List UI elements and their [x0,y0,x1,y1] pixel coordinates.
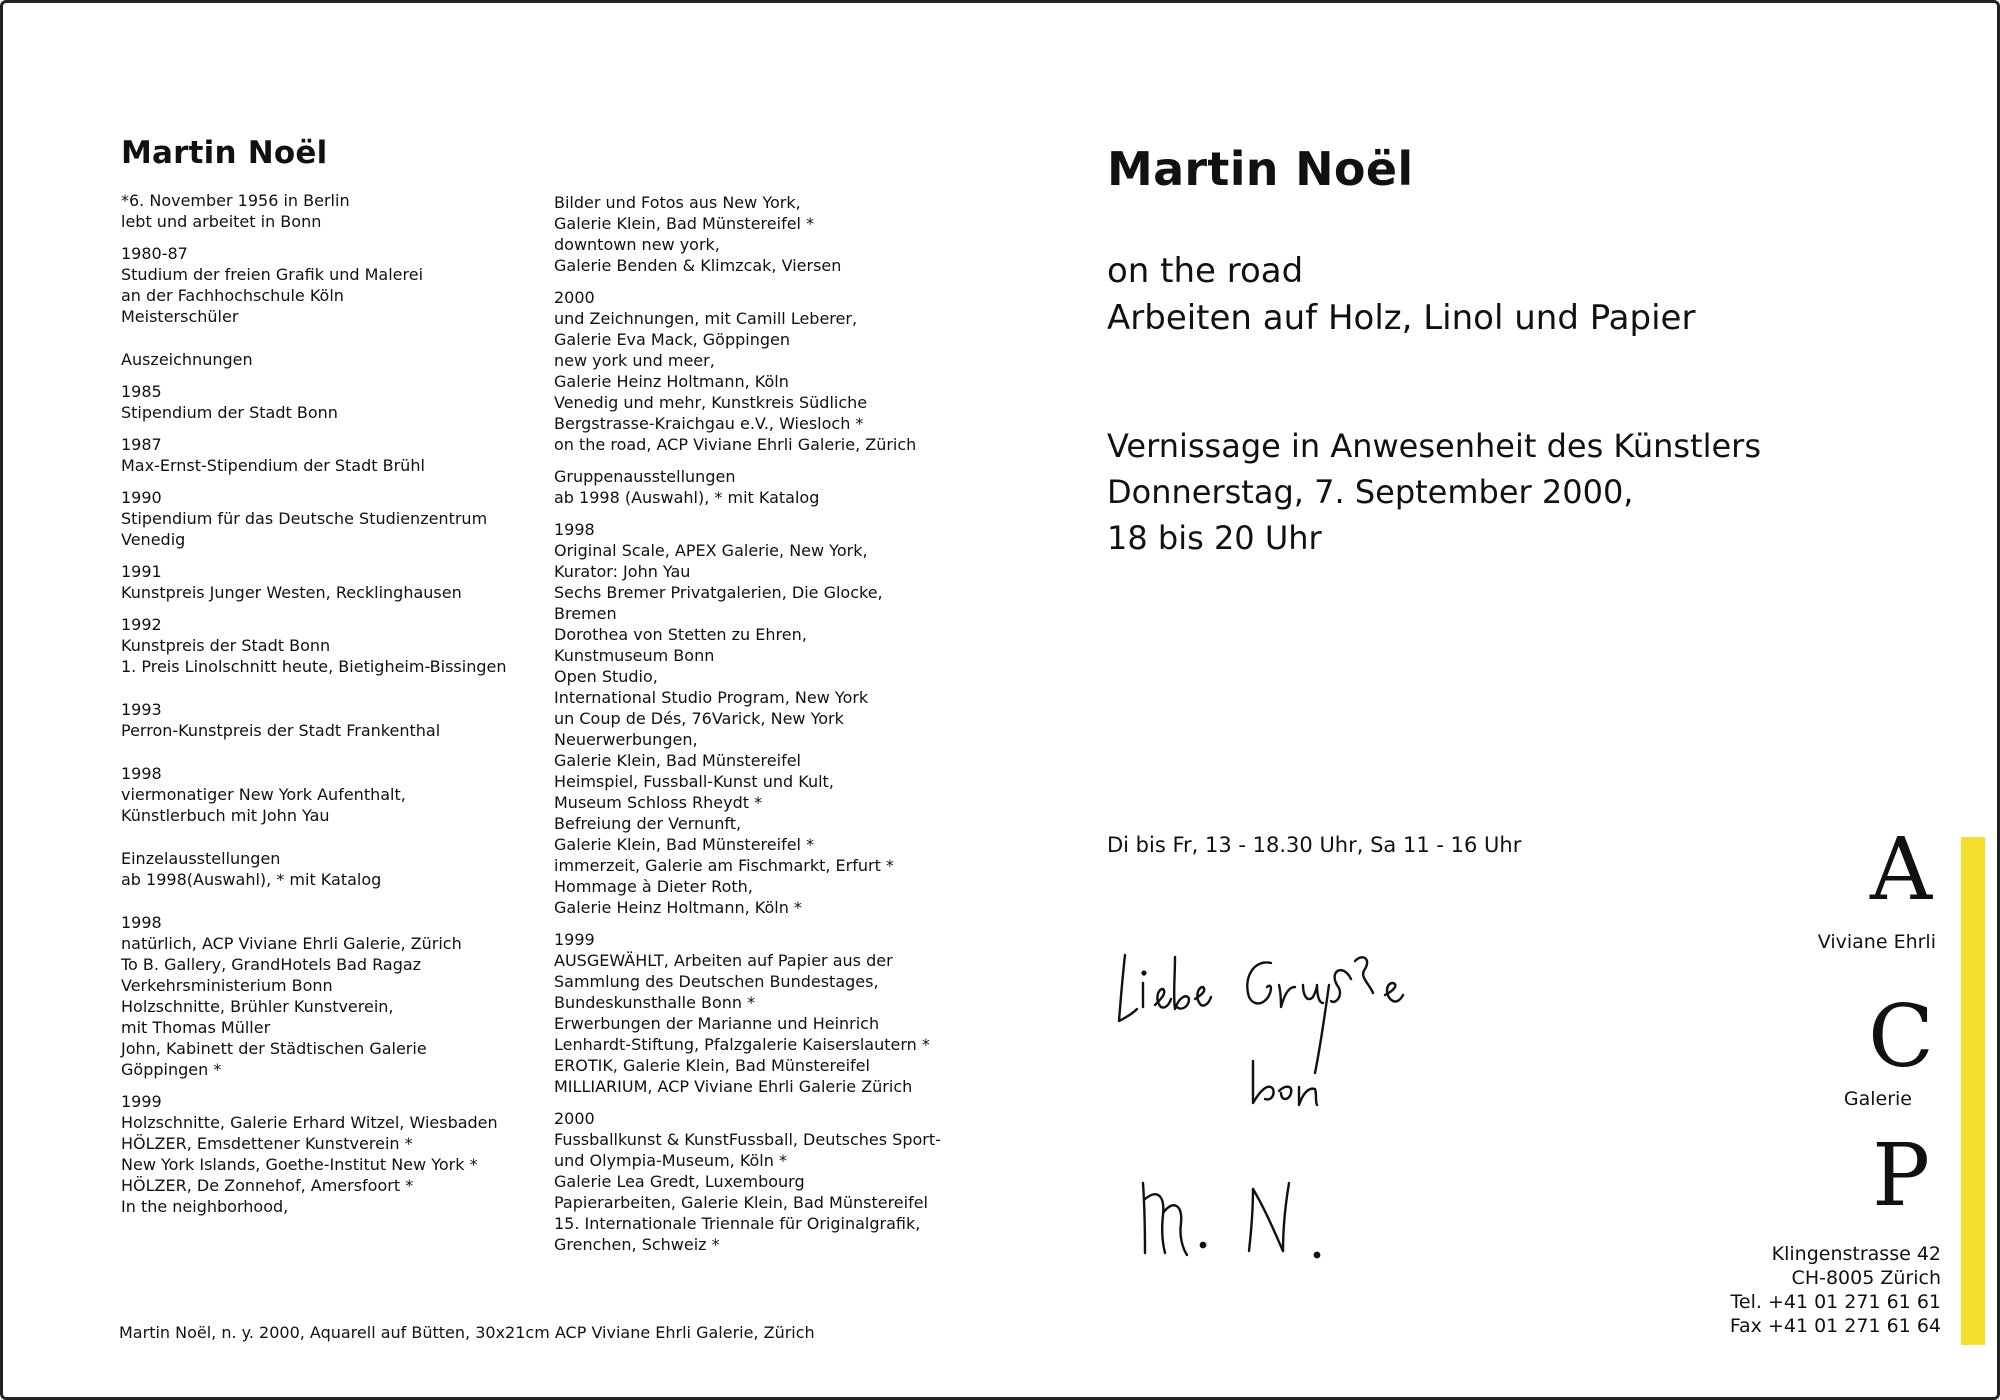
biography-line: 1980-87 [121,244,188,263]
vernissage-date: Donnerstag, 7. September 2000, [1107,473,1634,511]
address-fax: Fax +41 01 271 61 64 [1729,1315,1941,1337]
biography-line: an der Fachhochschule Köln [121,286,344,305]
biography-line: Bremen [554,604,617,623]
biography-block [554,192,974,276]
biography-line: Galerie Klein, Bad Münstereifel * [554,835,815,854]
biography-line: Papierarbeiten, Galerie Klein, Bad Münstereifel [554,1193,928,1212]
biography-line: 1. Preis Linolschnitt heute, Bietigheim-Bissingen [121,657,507,676]
biography-line: 1998 [121,764,162,783]
biography-line: Befreiung der Vernunft, [554,814,742,833]
logo-letter-c: C [1868,987,1934,1087]
biography-line: un Coup de Dés, 76Varick, New York [554,709,844,728]
biography-block [554,287,974,455]
biography-block [554,929,974,1097]
biography-line: 1987 [121,435,162,454]
biography-line: International Studio Program, New York [554,688,869,707]
biography-block [121,243,541,327]
biography-line: Museum Schloss Rheydt * [554,793,763,812]
biography-line: New York Islands, Goethe-Institut New York * [121,1155,478,1174]
biography-line: Sammlung des Deutschen Bundestages, [554,972,879,991]
vernissage-time: 18 bis 20 Uhr [1107,519,1322,557]
biography-line: 1998 [554,520,595,539]
exhibition-subtitle [1107,248,1695,342]
biography-line: 15. Internationale Triennale für Originalgrafik, [554,1214,921,1233]
biography-line: Bilder und Fotos aus New York, [554,193,801,212]
right-artist-name: Martin Noël [1107,142,1414,196]
biography-block [121,1091,541,1217]
biography-line: 1985 [121,382,162,401]
biography-line: Stipendium für das Deutsche Studienzentrum [121,509,488,528]
biography-line: John, Kabinett der Städtischen Galerie [121,1039,427,1058]
biography-line: Gruppenausstellungen [554,467,736,486]
biography-line: Neuerwerbungen, [554,730,698,749]
biography-block [121,848,541,890]
biography-line: Open Studio, [554,667,658,686]
biography-line: 1993 [121,700,162,719]
biography-line: 1999 [554,930,595,949]
biography-line: Dorothea von Stetten zu Ehren, [554,625,807,644]
logo-subtitle-galerie: Galerie [1843,1088,1912,1110]
address-telephone: Tel. +41 01 271 61 61 [1730,1291,1941,1313]
biography-line: on the road, ACP Viviane Ehrli Galerie, Zürich [554,435,917,454]
vernissage-line: Vernissage in Anwesenheit des Künstlers [1107,427,1761,465]
biography-line: Hommage à Dieter Roth, [554,877,753,896]
biography-line: mit Thomas Müller [121,1018,271,1037]
biography-line: Galerie Heinz Holtmann, Köln * [554,898,802,917]
biography-block [121,487,541,550]
artwork-caption: Martin Noël, n. y. 2000, Aquarell auf Bütten, 30x21cm ACP Viviane Ehrli Galerie, Zürich [119,1323,815,1342]
biography-line: 1992 [121,615,162,634]
biography-line: Bundeskunsthalle Bonn * [554,993,756,1012]
biography-line: Kunstmuseum Bonn [554,646,715,665]
biography-block [121,699,541,741]
biography-line: Lenhardt-Stiftung, Pfalzgalerie Kaiserslautern * [554,1035,930,1054]
biography-line: 1999 [121,1092,162,1111]
biography-column-1 [121,190,541,1228]
handwritten-greeting-signature [1103,933,1463,1293]
biography-line: Bergstrasse-Kraichgau e.V., Wiesloch * [554,414,864,433]
biography-line: *6. November 1956 in Berlin [121,191,350,210]
biography-line: HÖLZER, De Zonnehof, Amersfoort * [121,1176,414,1195]
biography-line: ab 1998 (Auswahl), * mit Katalog [554,488,820,507]
biography-line: Perron-Kunstpreis der Stadt Frankenthal [121,721,441,740]
gallery-accent-bar [1961,837,1985,1345]
biography-line: 1991 [121,562,162,581]
biography-line: Meisterschüler [121,307,239,326]
biography-line: Kunstpreis Junger Westen, Recklinghausen [121,583,462,602]
biography-line: Venedig [121,530,186,549]
biography-line: Galerie Heinz Holtmann, Köln [554,372,789,391]
biography-line: natürlich, ACP Viviane Ehrli Galerie, Zürich [121,934,462,953]
biography-line: 1998 [121,913,162,932]
biography-line: Galerie Lea Gredt, Luxembourg [554,1172,805,1191]
logo-subtitle-viviane-ehrli: Viviane Ehrli [1817,931,1936,953]
biography-line: downtown new york, [554,235,720,254]
biography-line: Max-Ernst-Stipendium der Stadt Brühl [121,456,425,475]
biography-line: und Olympia-Museum, Köln * [554,1151,787,1170]
biography-line: und Zeichnungen, mit Camill Leberer, [554,309,858,328]
biography-line: Galerie Eva Mack, Göppingen [554,330,790,349]
biography-block [554,519,974,918]
biography-line: Stipendium der Stadt Bonn [121,403,338,422]
biography-block [554,1108,974,1255]
biography-line: Galerie Benden & Klimzcak, Viersen [554,256,842,275]
biography-line: In the neighborhood, [121,1197,289,1216]
biography-block [121,434,541,476]
biography-line: 2000 [554,288,595,307]
biography-line: lebt und arbeitet in Bonn [121,212,322,231]
biography-line: 1990 [121,488,162,507]
biography-line: Sechs Bremer Privatgalerien, Die Glocke, [554,583,883,602]
biography-line: Holzschnitte, Brühler Kunstverein, [121,997,394,1016]
biography-line: AUSGEWÄHLT, Arbeiten auf Papier aus der [554,951,893,970]
biography-line: Original Scale, APEX Galerie, New York, [554,541,868,560]
address-street: Klingenstrasse 42 [1771,1243,1941,1265]
biography-line: Grenchen, Schweiz * [554,1235,720,1254]
biography-line: HÖLZER, Emsdettener Kunstverein * [121,1134,413,1153]
exhibition-title-line: on the road [1107,251,1304,291]
biography-line: immerzeit, Galerie am Fischmarkt, Erfurt * [554,856,894,875]
biography-line: Göppingen * [121,1060,222,1079]
exhibition-media-line: Arbeiten auf Holz, Linol und Papier [1107,298,1696,338]
biography-line: To B. Gallery, GrandHotels Bad Ragaz [121,955,422,974]
biography-line: Galerie Klein, Bad Münstereifel [554,751,801,770]
biography-line: Kunstpreis der Stadt Bonn [121,636,331,655]
biography-line: ab 1998(Auswahl), * mit Katalog [121,870,382,889]
biography-line: Fussballkunst & KunstFussball, Deutsches Sport- [554,1130,941,1149]
biography-line: Verkehrsministerium Bonn [121,976,333,995]
biography-line: new york und meer, [554,351,715,370]
biography-line: Auszeichnungen [121,350,253,369]
biography-line: Künstlerbuch mit John Yau [121,806,330,825]
biography-line: 2000 [554,1109,595,1128]
biography-line: Heimspiel, Fussball-Kunst und Kult, [554,772,834,791]
biography-block [121,349,541,370]
gallery-address [1730,1242,1941,1338]
biography-line: Erwerbungen der Marianne und Heinrich [554,1014,880,1033]
vernissage-info [1107,423,1761,561]
left-artist-name: Martin Noël [121,135,328,171]
biography-column-2 [554,192,974,1266]
biography-line: Studium der freien Grafik und Malerei [121,265,424,284]
biography-block [121,912,541,1080]
biography-block [121,561,541,603]
biography-block [554,466,974,508]
biography-block [121,614,541,677]
biography-line: Galerie Klein, Bad Münstereifel * [554,214,815,233]
biography-line: Einzelausstellungen [121,849,281,868]
logo-letter-a: A [1869,820,1933,920]
biography-line: viermonatiger New York Aufenthalt, [121,785,406,804]
address-city: CH-8005 Zürich [1791,1267,1941,1289]
biography-line: Venedig und mehr, Kunstkreis Südliche [554,393,868,412]
opening-hours: Di bis Fr, 13 - 18.30 Uhr, Sa 11 - 16 Uhr [1107,833,1522,857]
logo-letter-p: P [1872,1126,1930,1226]
biography-block [121,763,541,826]
biography-line: MILLIARIUM, ACP Viviane Ehrli Galerie Zürich [554,1077,913,1096]
biography-line: Kurator: John Yau [554,562,691,581]
biography-line: EROTIK, Galerie Klein, Bad Münstereifel [554,1056,870,1075]
biography-line: Holzschnitte, Galerie Erhard Witzel, Wiesbaden [121,1113,498,1132]
biography-block [121,381,541,423]
biography-block [121,190,541,232]
